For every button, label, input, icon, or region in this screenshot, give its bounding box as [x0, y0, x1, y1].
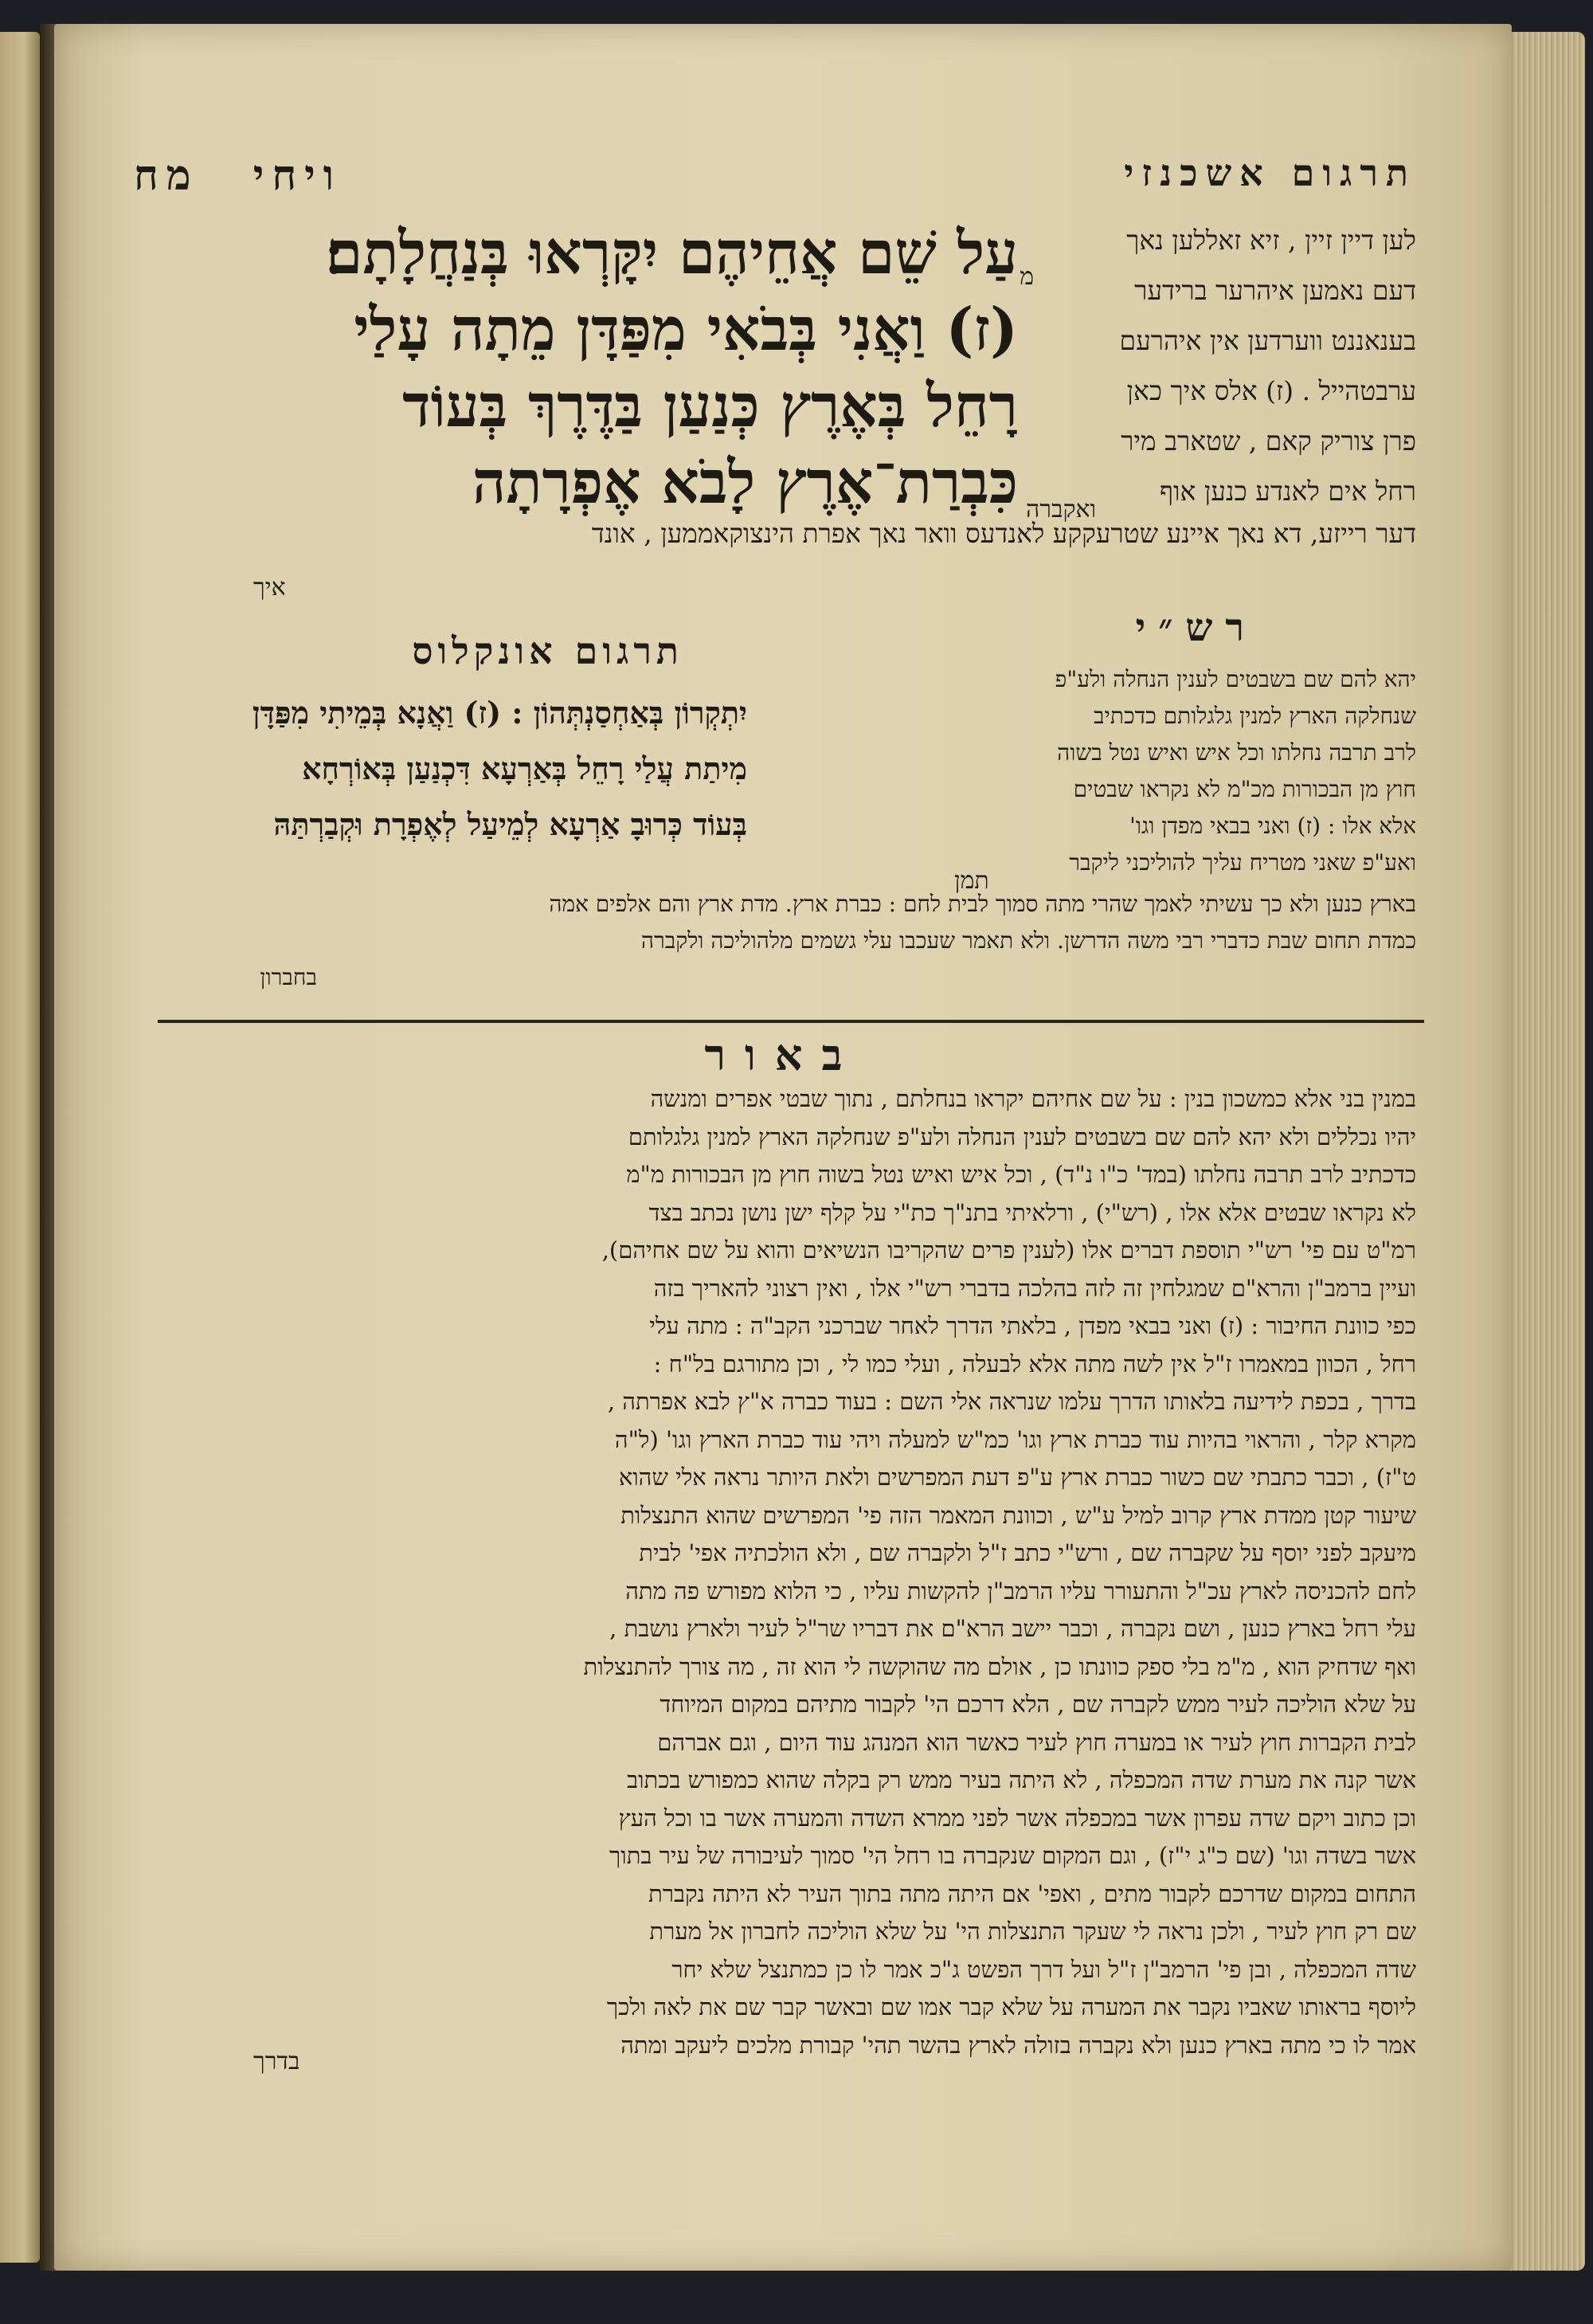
rashi-line: אלא אלו : (ז) ואני בבאי מפדן וגו'	[1129, 813, 1416, 839]
verse-line: כִּבְרַת־אֶרֶץ לָבֹא אֶפְרָתָה	[472, 449, 1018, 517]
biur-line: ועיין ברמב"ן והרא"ם שמגלחין זה לזה בהלכה בדברי רש"י אלו , ואין רצוני להאריך בזה	[653, 1274, 1416, 1302]
biur-line: לבית הקברות חוץ לעיר או במערה חוץ לעיר כאשר הוא המנהג עוד היום , וגם אברהם	[657, 1728, 1416, 1756]
ashkenazi-line: דעם נאמען איהרער ברידער	[1134, 275, 1416, 306]
verse-line: רָחֵל בְּאֶרֶץ כְּנַעַן בַּדֶּרֶךְ בְּעוֹד	[402, 372, 1018, 441]
onkelos-heading: תרגום אונקלוס	[412, 629, 683, 672]
ashkenazi-line: רחל אים לאנדע כנען אוף	[1160, 476, 1416, 507]
rashi-continuation	[142, 886, 1416, 996]
biur-line: אמר לו כי מתה בארץ כנען ולא נקברה בזולה לארץ בהשר תהי' קבורת מלכים ליעקב ומתה	[620, 2031, 1416, 2059]
biur-line: ואף שדחיק הוא , מ"מ בלי ספק כוונתו כן , אולם מה שהוקשה לי הוא זה , מה צורך להתנצלות	[583, 1652, 1416, 1680]
biur-line: אשר קנה את מערת שדה המכפלה , לא היתה בעיר ממש רק בקלה שהוא כמפורש בכתוב	[627, 1766, 1416, 1793]
onkelos-line: בְּעוֹד כְּרוּבָ אַרְעָא לְמֵיעַל לְאֶפְרָת וּקְבַרְתַּהּ	[273, 806, 747, 842]
onkelos-line: מִיתַת עֲלַי רָחֵל בְּאַרְעָא דִּכְנַעַן בְּאוֹרְחָא	[302, 750, 747, 786]
rashi-line: ואע"פ שאני מטריח עליך להוליכני ליקבר	[1069, 849, 1416, 876]
biur-line: התחום במקום שדרכם לקבור מתים , ואפי' אם היתה מתה בתוך העיר לא היתה נקברת	[648, 1879, 1416, 1907]
catchword-vakbrah: ואקברה	[1026, 496, 1097, 523]
biur-line: אשר בשדה וגו' (שם כ"ג י"ז) , וגם המקום שנקברה בו רחל הי' סמוך לעיבורה של עיר בתוך	[609, 1842, 1416, 1869]
biur-line: שיעור קטן ממדת ארץ קרוב למיל ע"ש , וכוונת המאמר הזה פי' המפרשים שהוא התנצלות	[620, 1501, 1416, 1529]
header-parasha	[134, 151, 342, 200]
ashkenazi-continuation-line: דער רייזע, דא נאך איינע שטרעקקע לאנדעס וואר נאך אפרת הינצוקאממען , אונד	[591, 518, 1416, 549]
biur-heading: באור	[704, 1029, 862, 1080]
biur-line: כפי כוונת החיבור : (ז) ואני בבאי מפדן , בלאתי הדרך לאחר שברכני הקב"ה : מתה עלי	[649, 1312, 1416, 1339]
biur-line: לא נקראו שבטים אלא אלו , (רש"י) , ורלאיתי בתנ"ך כת"י על קלף ישן נושן נכתב בצד	[648, 1198, 1416, 1226]
verse-marker: מ	[1020, 263, 1034, 291]
header-translation-title: תרגום אשכנזי	[1124, 151, 1416, 194]
facing-page-edge	[0, 32, 40, 2263]
biur-line: מקרא קלר , והראוי בהיות עוד כברת ארץ וגו' כמ"ש למעלה ויהי עוד כברת הארץ וגו' (ל"ה	[614, 1425, 1416, 1453]
ashkenazi-line: ערבטהייל . (ז) אלס איך כאן	[1126, 375, 1416, 406]
rashi-line: שנחלקה הארץ למנין גלגלותם כדכתיב	[1094, 703, 1416, 729]
running-header	[134, 151, 1416, 207]
biur-line: שם רק חוץ לעיר , ולכן נראה לי שעקר התנצלות הי' על שלא הוליכה לחברון אל מערת	[649, 1918, 1416, 1945]
biur-line: על שלא הוליכה לעיר ממש לקברה שם , הלא דרכם הי' לקבור מתיהם במקום המיוחד	[660, 1691, 1416, 1718]
rashi-line: יהא להם שם בשבטים לענין הנחלה ולע"פ	[1055, 666, 1416, 692]
ashkenazi-line: לען דיין זיין , זיא זאללען נאך	[1126, 225, 1416, 256]
rashi-line: חוץ מן הבכורות מכ"מ לא נקראו שבטים	[1073, 776, 1416, 802]
biur-line: רמ"ט עם פי' רש"י תוספת דברים אלו (לענין פרים שהקריבו הנשיאים והוא על שם אחיהם),	[601, 1236, 1416, 1264]
torah-verse	[174, 215, 1018, 521]
onkelos-translation	[198, 685, 747, 852]
folio-number: מח	[134, 151, 199, 200]
biur-line: שדה המכפלה , ובן פי' הרמב"ן ז"ל ועל דרך הפשט ג"כ אמר לו כן כמתנצל שלא יחר	[671, 1955, 1416, 1983]
catchword-ikh: איך	[253, 574, 286, 602]
rashi-line: לרב תרבה נחלתו וכל איש ואיש נטל בשוה	[1057, 739, 1416, 766]
biur-line: לחם להכניסה לארץ עכ"ל והתעורר עליו הרמב"ן להקשות עליו , כי הלוא מפורש פה מתה	[625, 1577, 1416, 1605]
biur-line: ט"ז) , וכבר כתבתי שם כשור כברת ארץ ע"פ דעת המפרשים ולאת היותר נראה אלי שהוא	[618, 1464, 1416, 1491]
rashi-heading: רש״י	[1135, 605, 1257, 650]
ashkenazi-line: פרן צוריק קאם , שטארב מיר	[1121, 425, 1416, 457]
biur-line: במנין בני אלא כמשכון בנין : על שם אחיהם יקראו בנחלתם , נתוך שבטי אפרים ומנשה	[650, 1085, 1416, 1112]
biur-commentary	[158, 1080, 1416, 2064]
biur-line: וכן כתוב ויקם שדה עפרון אשר במכפלה אשר לפני ממרא השדה והמערה אשר בו וכל העץ	[618, 1804, 1416, 1832]
biur-line: עלי רחל בארץ כנען , ושם נקברה , וכבר יישב הרא"ם את דבריו שר"ל לעיר ולארץ נושבת ,	[609, 1615, 1416, 1642]
section-divider	[158, 1020, 1424, 1023]
rashi-commentary	[763, 661, 1416, 881]
ashkenazi-line: בענאננט ווערדען אין איהרעם	[1119, 325, 1416, 356]
header-parasha-name: ויחי	[252, 151, 342, 200]
biur-line: מיעקב לפני יוסף על שקברה שם , ורש"י כתב ז"ל ולקברה שם , ולא הולכתיה אפי' לבית	[639, 1539, 1416, 1566]
biur-line: רחל , הכוון במאמרו ז"ל אין לשה מתה אלא לבעלה , ועלי כמו לי , וכן מתורגם בל"ח :	[653, 1350, 1416, 1378]
verse-line: עַל שֵׁם אֲחֵיהֶם יִקָּרְאוּ בְּנַחֲלָתָם׃	[326, 219, 1018, 288]
onkelos-catchword: תמן	[954, 867, 989, 895]
rashi-wide-line: בחברון	[260, 964, 317, 990]
book-page	[54, 24, 1512, 2271]
biur-line: בדרך , בכפת לידיעה בלאותו הדרך עלמו שנראה אלי השם : בעוד כברה א"ץ לבא אפרתה ,	[607, 1388, 1416, 1415]
verse-line: (ז) וַאֲנִי בְּבֹאִי מִפַּדָּן מֵתָה עָלַי	[354, 296, 1018, 364]
onkelos-line: יִתְקְרוֹן בְּאַחְסַנְתְּהוֹן : (ז) וַאֲנָא בְּמֵיתִי מִפַּדָּן	[252, 695, 747, 731]
rashi-wide-line: בארץ כנען ולא כך עשיתי לאמך שהרי מתה סמוך לבית לחם : כברת ארץ. מדת ארץ והם אלפים אמה	[549, 891, 1416, 917]
biur-line: ליוסף בראותו שאביו נקבר את המערה על שלא קבר אמו שם ובאשר קבר שם את לאה ולכך	[606, 1993, 1416, 2020]
page-catchword: בדרך	[253, 2048, 300, 2075]
biur-line: יהיו נכללים ולא יהא להם שם בשבטים לענין הנחלה ולע"פ שנחלקה הארץ למנין גלגלותם	[628, 1123, 1416, 1150]
biur-line: כדכתיב לרב תרבה נחלתו (במד' כ"ו נ"ד) , וכל איש ואיש נטל בשוה חוץ מן הבכורות מ"מ	[626, 1161, 1416, 1188]
rashi-wide-line: כמדת תחום שבת כדברי רבי משה הדרשן. ולא תאמר שעכבו עלי גשמים מלהוליכה ולקברה	[640, 927, 1416, 954]
ashkenazi-translation	[1042, 215, 1416, 516]
